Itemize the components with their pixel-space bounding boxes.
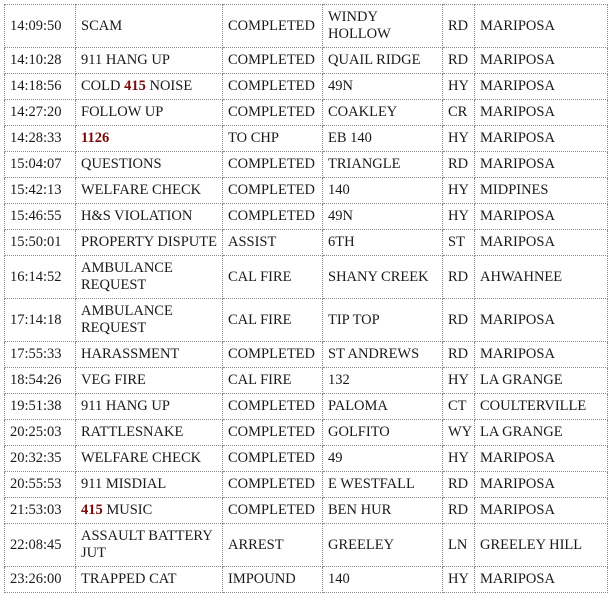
call-time-cell: 14:27:20 <box>5 100 76 126</box>
call-type-text: NOISE <box>145 78 193 94</box>
call-time-cell: 14:18:56 <box>5 74 76 100</box>
table-row <box>5 74 608 100</box>
street-cell: 6TH <box>323 230 443 256</box>
disposition-cell: COMPLETED <box>223 394 323 420</box>
street-cell: E WESTFALL <box>323 472 443 498</box>
city-cell: MARIPOSA <box>475 567 608 593</box>
call-type-cell <box>76 74 223 100</box>
call-type-cell: FOLLOW UP <box>76 100 223 126</box>
disposition-cell: COMPLETED <box>223 446 323 472</box>
street-cell: 132 <box>323 368 443 394</box>
city-cell: MARIPOSA <box>475 446 608 472</box>
call-type-cell: VEG FIRE <box>76 368 223 394</box>
street-suffix-cell: WY <box>443 420 475 446</box>
call-time-cell: 23:26:00 <box>5 567 76 593</box>
penal-code-label: 415 <box>124 78 146 94</box>
call-type-cell: 911 HANG UP <box>76 394 223 420</box>
disposition-cell: ARREST <box>223 524 323 567</box>
table-row <box>5 230 608 256</box>
call-type-cell: WELFARE CHECK <box>76 446 223 472</box>
city-cell: MIDPINES <box>475 178 608 204</box>
table-row <box>5 342 608 368</box>
call-type-cell: RATTLESNAKE <box>76 420 223 446</box>
call-time-cell: 14:10:28 <box>5 48 76 74</box>
call-type-cell: H&S VIOLATION <box>76 204 223 230</box>
call-time-cell: 15:50:01 <box>5 230 76 256</box>
table-row <box>5 178 608 204</box>
penal-code-label: 1126 <box>81 130 110 146</box>
call-time-cell: 18:54:26 <box>5 368 76 394</box>
street-cell: EB 140 <box>323 126 443 152</box>
street-cell: GREELEY <box>323 524 443 567</box>
call-type-cell: PROPERTY DISPUTE <box>76 230 223 256</box>
disposition-cell: COMPLETED <box>223 498 323 524</box>
street-cell: COAKLEY <box>323 100 443 126</box>
call-time-cell: 14:28:33 <box>5 126 76 152</box>
street-suffix-cell: RD <box>443 342 475 368</box>
street-suffix-cell: ST <box>443 230 475 256</box>
disposition-cell: COMPLETED <box>223 420 323 446</box>
call-log-body <box>5 5 608 593</box>
call-time-cell: 20:25:03 <box>5 420 76 446</box>
call-type-cell: QUESTIONS <box>76 152 223 178</box>
street-cell: TIP TOP <box>323 299 443 342</box>
table-row <box>5 446 608 472</box>
table-row <box>5 299 608 342</box>
city-cell: MARIPOSA <box>475 472 608 498</box>
street-cell: GOLFITO <box>323 420 443 446</box>
call-time-cell: 21:53:03 <box>5 498 76 524</box>
city-cell: MARIPOSA <box>475 498 608 524</box>
call-time-cell: 14:09:50 <box>5 5 76 48</box>
city-cell: MARIPOSA <box>475 152 608 178</box>
city-cell: MARIPOSA <box>475 342 608 368</box>
table-row <box>5 152 608 178</box>
disposition-cell: COMPLETED <box>223 204 323 230</box>
street-suffix-cell: RD <box>443 472 475 498</box>
street-suffix-cell: RD <box>443 299 475 342</box>
street-cell: 140 <box>323 567 443 593</box>
street-suffix-cell: HY <box>443 178 475 204</box>
city-cell: COULTERVILLE <box>475 394 608 420</box>
call-type-text: COLD <box>81 78 125 94</box>
disposition-cell: CAL FIRE <box>223 368 323 394</box>
city-cell: MARIPOSA <box>475 230 608 256</box>
table-row <box>5 420 608 446</box>
street-suffix-cell: HY <box>443 368 475 394</box>
street-suffix-cell: HY <box>443 567 475 593</box>
call-time-cell: 15:04:07 <box>5 152 76 178</box>
disposition-cell: COMPLETED <box>223 5 323 48</box>
street-cell: 49N <box>323 74 443 100</box>
street-cell: ST ANDREWS <box>323 342 443 368</box>
call-type-text: MUSIC <box>102 502 153 518</box>
street-suffix-cell: RD <box>443 498 475 524</box>
call-type-cell: 911 MISDIAL <box>76 472 223 498</box>
street-suffix-cell: HY <box>443 446 475 472</box>
table-row <box>5 100 608 126</box>
table-row <box>5 567 608 593</box>
disposition-cell: COMPLETED <box>223 100 323 126</box>
call-time-cell: 16:14:52 <box>5 256 76 299</box>
penal-code-label: 415 <box>81 502 103 518</box>
street-cell: TRIANGLE <box>323 152 443 178</box>
disposition-cell: TO CHP <box>223 126 323 152</box>
call-log-table <box>4 4 608 593</box>
street-suffix-cell: RD <box>443 5 475 48</box>
street-suffix-cell: HY <box>443 204 475 230</box>
street-suffix-cell: RD <box>443 48 475 74</box>
call-time-cell: 22:08:45 <box>5 524 76 567</box>
table-row <box>5 498 608 524</box>
disposition-cell: COMPLETED <box>223 48 323 74</box>
call-time-cell: 17:14:18 <box>5 299 76 342</box>
disposition-cell: CAL FIRE <box>223 299 323 342</box>
table-row <box>5 472 608 498</box>
disposition-cell: ASSIST <box>223 230 323 256</box>
city-cell: MARIPOSA <box>475 48 608 74</box>
street-cell: SHANY CREEK <box>323 256 443 299</box>
disposition-cell: COMPLETED <box>223 178 323 204</box>
street-suffix-cell: CT <box>443 394 475 420</box>
table-row <box>5 48 608 74</box>
call-type-cell: WELFARE CHECK <box>76 178 223 204</box>
call-time-cell: 15:42:13 <box>5 178 76 204</box>
call-time-cell: 15:46:55 <box>5 204 76 230</box>
call-time-cell: 17:55:33 <box>5 342 76 368</box>
street-suffix-cell: CR <box>443 100 475 126</box>
call-time-cell: 20:55:53 <box>5 472 76 498</box>
call-type-cell: HARASSMENT <box>76 342 223 368</box>
city-cell: MARIPOSA <box>475 74 608 100</box>
disposition-cell: COMPLETED <box>223 342 323 368</box>
disposition-cell: CAL FIRE <box>223 256 323 299</box>
table-row <box>5 524 608 567</box>
disposition-cell: COMPLETED <box>223 152 323 178</box>
street-cell: 49N <box>323 204 443 230</box>
street-suffix-cell: RD <box>443 256 475 299</box>
city-cell: MARIPOSA <box>475 204 608 230</box>
table-row <box>5 394 608 420</box>
city-cell: MARIPOSA <box>475 100 608 126</box>
city-cell: MARIPOSA <box>475 126 608 152</box>
call-type-cell: 911 HANG UP <box>76 48 223 74</box>
table-row <box>5 204 608 230</box>
call-type-cell: AMBULANCE REQUEST <box>76 256 223 299</box>
table-row <box>5 368 608 394</box>
city-cell: LA GRANGE <box>475 420 608 446</box>
street-cell: PALOMA <box>323 394 443 420</box>
call-type-cell <box>76 126 223 152</box>
street-cell: QUAIL RIDGE <box>323 48 443 74</box>
table-row <box>5 5 608 48</box>
city-cell: GREELEY HILL <box>475 524 608 567</box>
call-time-cell: 19:51:38 <box>5 394 76 420</box>
call-time-cell: 20:32:35 <box>5 446 76 472</box>
table-row <box>5 256 608 299</box>
call-type-cell <box>76 498 223 524</box>
call-type-cell: SCAM <box>76 5 223 48</box>
call-type-cell: TRAPPED CAT <box>76 567 223 593</box>
city-cell: MARIPOSA <box>475 299 608 342</box>
street-suffix-cell: HY <box>443 74 475 100</box>
street-cell: 49 <box>323 446 443 472</box>
city-cell: LA GRANGE <box>475 368 608 394</box>
disposition-cell: COMPLETED <box>223 74 323 100</box>
street-suffix-cell: RD <box>443 152 475 178</box>
call-type-cell: ASSAULT BATTERY JUT <box>76 524 223 567</box>
street-suffix-cell: LN <box>443 524 475 567</box>
call-type-cell: AMBULANCE REQUEST <box>76 299 223 342</box>
city-cell: MARIPOSA <box>475 5 608 48</box>
table-row <box>5 126 608 152</box>
street-cell: WINDY HOLLOW <box>323 5 443 48</box>
street-cell: BEN HUR <box>323 498 443 524</box>
disposition-cell: IMPOUND <box>223 567 323 593</box>
city-cell: AHWAHNEE <box>475 256 608 299</box>
disposition-cell: COMPLETED <box>223 472 323 498</box>
street-suffix-cell: HY <box>443 126 475 152</box>
street-cell: 140 <box>323 178 443 204</box>
